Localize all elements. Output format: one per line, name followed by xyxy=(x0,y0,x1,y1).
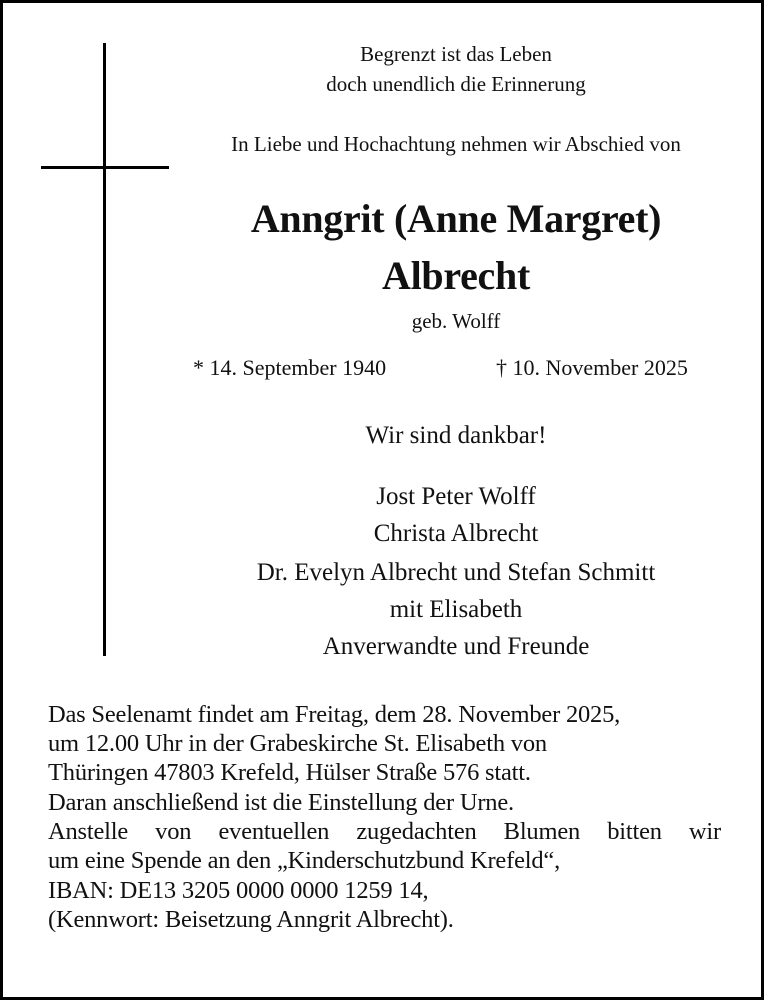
motto-line-2: doch unendlich die Erinnerung xyxy=(326,72,586,96)
notice-line: IBAN: DE13 3205 0000 0000 1259 14, xyxy=(48,877,429,904)
deceased-name-line-2: Albrecht xyxy=(382,253,530,298)
death-date: † 10. November 2025 xyxy=(496,355,688,380)
thanks-text: Wir sind dankbar! xyxy=(365,422,547,449)
notice-line: Anstelle von eventuellen zugedachten Blumen bitten wir xyxy=(48,818,721,845)
notice-line: Thüringen 47803 Krefeld, Hülser Straße 576 statt. xyxy=(48,759,531,786)
birth-date: * 14. September 1940 xyxy=(193,355,387,380)
notice-line: Das Seelenamt findet am Freitag, dem 28. November 2025, xyxy=(48,701,621,728)
deceased-name-line-1: Anngrit (Anne Margret) xyxy=(250,196,662,241)
mourner: Dr. Evelyn Albrecht und Stefan Schmitt xyxy=(256,559,656,586)
cross-icon-horizontal xyxy=(41,166,169,169)
notice-line: um eine Spende an den „Kinderschutzbund Krefeld“, xyxy=(48,847,560,874)
notice-line: (Kennwort: Beisetzung Anngrit Albrecht). xyxy=(48,906,454,933)
mourner: mit Elisabeth xyxy=(389,596,523,623)
notice-line: Daran anschließend ist die Einstellung der Urne. xyxy=(48,789,514,816)
notice-line: um 12.00 Uhr in der Grabeskirche St. Elisabeth von xyxy=(48,730,547,757)
motto-line-1: Begrenzt ist das Leben xyxy=(360,42,552,66)
mourner: Jost Peter Wolff xyxy=(376,483,536,510)
cross-icon-vertical xyxy=(103,43,106,656)
birth-name: geb. Wolff xyxy=(411,309,501,333)
mourner: Christa Albrecht xyxy=(373,520,539,547)
mourner: Anverwandte und Freunde xyxy=(322,633,590,660)
intro-text: In Liebe und Hochachtung nehmen wir Abschied von xyxy=(231,132,681,156)
